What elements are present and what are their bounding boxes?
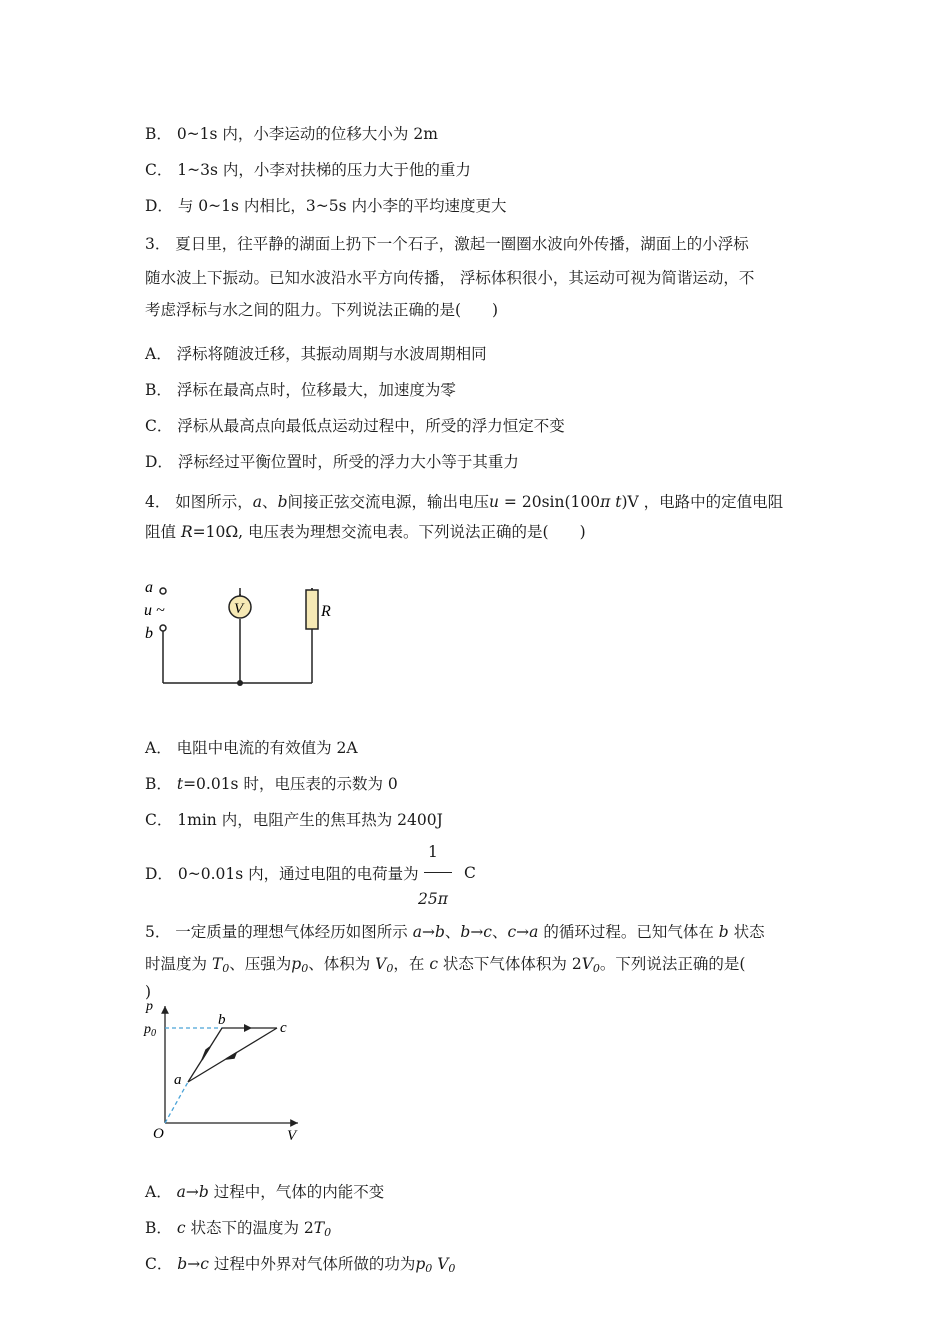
fraction-numerator: 1 xyxy=(428,843,438,861)
q2-option-c: C． 1~3s 内，小李对扶梯的压力大于他的重力 xyxy=(145,161,471,179)
q2-option-b: B． 0~1s 内，小李运动的位移大小为 2m xyxy=(145,125,438,143)
q5-pv-graph xyxy=(140,998,310,1148)
point-label-b: b xyxy=(218,1012,226,1028)
resistor-label: R xyxy=(321,603,331,620)
label-u: u ~ xyxy=(144,602,165,619)
resistor-icon xyxy=(306,590,318,629)
q3-option-a: A． 浮标将随波迁移，其振动周期与水波周期相同 xyxy=(145,345,487,363)
terminal-a xyxy=(160,588,166,594)
label-b: b xyxy=(145,625,153,642)
q5-option-b: B． c 状态下的温度为 $2T_0$ xyxy=(145,1219,332,1239)
axis-label-V: V xyxy=(287,1128,297,1144)
q4-stem-line2: 阻值 R=10Ω, 电压表为理想交流电表。下列说法正确的是( ) xyxy=(145,523,586,541)
point-label-a: a xyxy=(174,1072,182,1088)
arrow-b-c xyxy=(244,1024,252,1032)
p0-label: $p_0$ xyxy=(144,1022,156,1039)
q5-stem-line2: 时温度为 $T_0$、压强为$p_0$、体积为 $V_0$，在 c 状态下气体体积为 $2V_0$。下列说法正确的是( xyxy=(145,955,746,975)
label-a: a xyxy=(145,579,153,596)
axis-label-p: p xyxy=(146,999,153,1014)
q3-option-b: B． 浮标在最高点时，位移最大，加速度为零 xyxy=(145,381,456,399)
arrow-c-a xyxy=(226,1053,236,1059)
fraction-bar xyxy=(424,872,452,873)
q5-option-a: A． a→b 过程中，气体的内能不变 xyxy=(145,1183,385,1201)
q2-option-d: D． 与 0~1s 内相比，3~5s 内小李的平均速度更大 xyxy=(145,197,507,215)
fraction-unit: C xyxy=(464,864,476,882)
q5-stem-line1: 5． 一定质量的理想气体经历如图所示 a→b、b→c、c→a 的循环过程。已知气体在 b 状态 xyxy=(145,923,765,941)
point-label-c: c xyxy=(280,1020,287,1036)
q4-option-b: B． t=0.01s 时，电压表的示数为 0 xyxy=(145,775,398,793)
q4-circuit-diagram xyxy=(140,570,340,695)
voltmeter-label: V xyxy=(234,601,244,617)
fraction-denominator: 25π xyxy=(418,890,448,908)
q4-option-a: A． 电阻中电流的有效值为 2A xyxy=(145,739,358,757)
q5-option-c: C． b→c 过程中外界对气体所做的功为$p_0$ $V_0$ xyxy=(145,1255,456,1275)
q3-stem-line3: 考虑浮标与水之间的阻力。下列说法正确的是( ) xyxy=(145,301,499,319)
q3-stem-line2: 随水波上下振动。已知水波沿水平方向传播， 浮标体积很小，其运动可视为简谐运动，不 xyxy=(145,269,755,287)
arrow-a-b xyxy=(202,1047,210,1060)
q4-stem-line1: 4． 如图所示，a、b间接正弦交流电源，输出电压u = 20sin(100π t)V ，电路中的定值电阻 xyxy=(145,493,784,511)
q3-option-d: D． 浮标经过平衡位置时，所受的浮力大小等于其重力 xyxy=(145,453,519,471)
q5-stem-line3: ) xyxy=(145,983,152,1001)
q3-stem-line1: 3． 夏日里，往平静的湖面上扔下一个石子，激起一圈圈水波向外传播，湖面上的小浮标 xyxy=(145,235,749,253)
origin-label: O xyxy=(153,1126,164,1142)
q3-option-c: C． 浮标从最高点向最低点运动过程中，所受的浮力恒定不变 xyxy=(145,417,565,435)
terminal-b xyxy=(160,625,166,631)
q4-option-c: C． 1min 内，电阻产生的焦耳热为 2400J xyxy=(145,811,443,829)
q4-option-d: D． 0~0.01s 内，通过电阻的电荷量为 xyxy=(145,865,419,883)
